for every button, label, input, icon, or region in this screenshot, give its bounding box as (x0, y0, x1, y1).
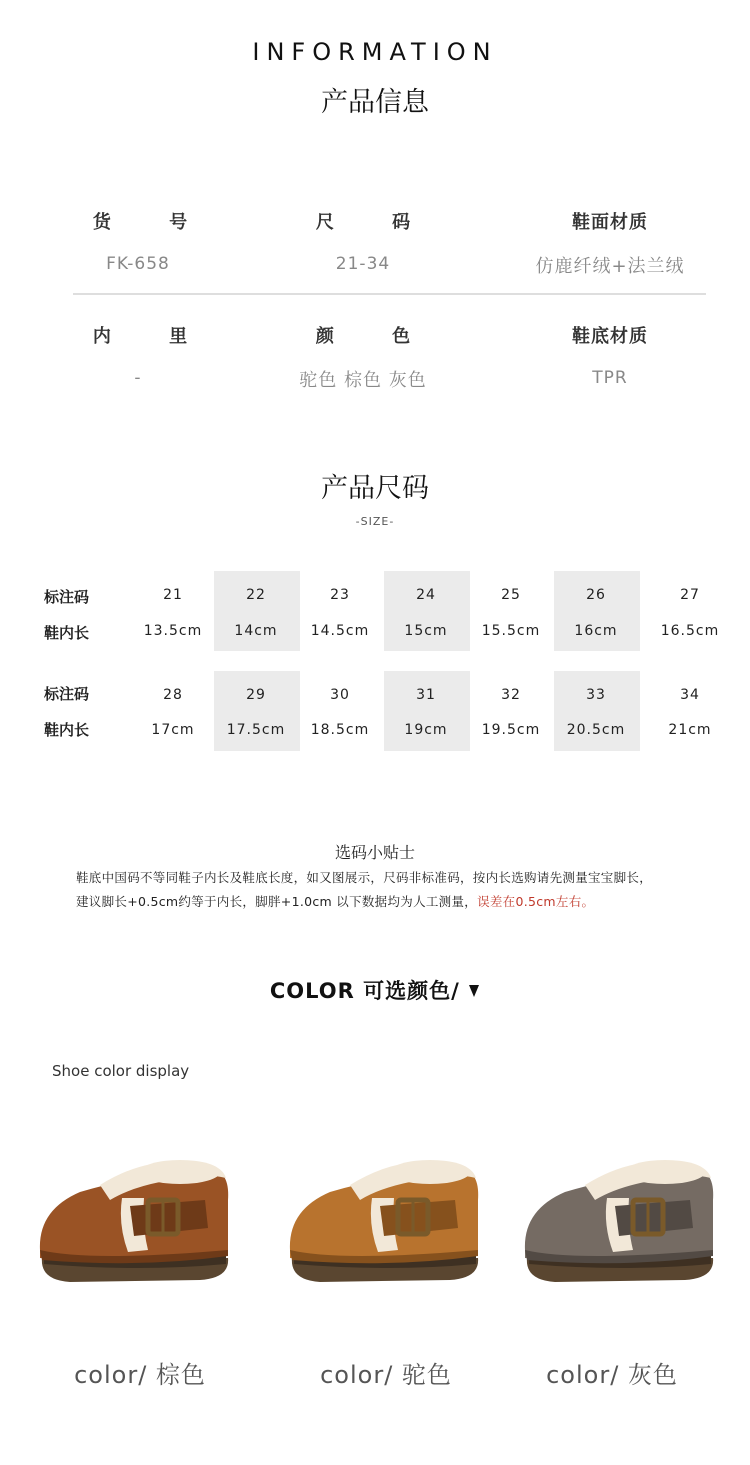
color-title (0, 975, 750, 1005)
tips-title: 选码小贴士 (334, 843, 415, 862)
information-title: INFORMATION (252, 38, 498, 66)
info-cell-sole (500, 322, 720, 348)
size-code-cell: 26 (586, 587, 606, 603)
size-subtitle: -SIZE- (355, 515, 395, 528)
tips-line-2 (76, 892, 594, 910)
info-value-lining (28, 368, 248, 388)
tips-line-2-error-note: 误差在0.5cm左右。 (477, 894, 595, 909)
size-code-cell: 27 (680, 587, 700, 603)
size-length-cell: 17.5cm (226, 722, 286, 738)
size-code-cell: 31 (416, 687, 436, 703)
size-length-cell: 14.5cm (310, 623, 370, 639)
size-length-cell: 18.5cm (310, 722, 370, 738)
size-length-cell: 14cm (234, 623, 278, 639)
size-code-cell: 28 (163, 687, 183, 703)
size-row-label-code: 标注码 (44, 685, 90, 703)
info-value: 仿鹿纤绒+法兰绒 (535, 256, 685, 277)
color-caption-camel: color/ 驼色 (320, 1361, 452, 1389)
size-code-cell: 34 (680, 687, 700, 703)
size-length-cell: 16.5cm (660, 623, 720, 639)
size-title: 产品尺码 (321, 473, 429, 504)
info-value: 21-34 (335, 254, 391, 274)
info-cell-color (253, 322, 473, 348)
info-value-color (253, 366, 473, 392)
shoe-image-brown (30, 1140, 250, 1290)
triangle-down-icon (468, 983, 480, 999)
size-shade (384, 671, 470, 751)
size-length-cell: 17cm (151, 722, 195, 738)
size-length-cell: 19.5cm (481, 722, 541, 738)
size-length-cell: 15cm (404, 623, 448, 639)
info-label: 货 号 (92, 212, 214, 233)
size-length-cell: 13.5cm (143, 623, 203, 639)
size-shade (554, 671, 640, 751)
info-value-sole (500, 368, 720, 388)
info-label: 鞋面材质 (572, 212, 648, 233)
info-label: 尺 码 (315, 212, 437, 233)
info-value: 驼色 棕色 灰色 (299, 370, 427, 391)
size-code-cell: 30 (330, 687, 350, 703)
info-value-upper (500, 252, 720, 278)
info-label: 颜 色 (315, 326, 437, 347)
size-length-cell: 16cm (574, 623, 618, 639)
info-divider (73, 293, 706, 295)
info-value: - (134, 368, 142, 388)
size-code-cell: 32 (501, 687, 521, 703)
size-row-label-length: 鞋内长 (44, 624, 90, 642)
size-row-label-code: 标注码 (44, 588, 90, 606)
size-shade (554, 571, 640, 651)
info-value: TPR (592, 368, 628, 388)
shoe-image-gray (515, 1140, 735, 1290)
info-cell-item-no (30, 208, 250, 234)
shoe-image-camel (280, 1140, 500, 1290)
color-caption-brown: color/ 棕色 (74, 1361, 206, 1389)
size-length-cell: 21cm (668, 722, 712, 738)
size-code-cell: 29 (246, 687, 266, 703)
info-cell-upper (500, 208, 720, 234)
size-length-cell: 19cm (404, 722, 448, 738)
info-value: FK-658 (106, 254, 170, 274)
size-shade (214, 571, 300, 651)
size-shade (384, 571, 470, 651)
size-code-cell: 21 (163, 587, 183, 603)
info-label: 鞋底材质 (572, 326, 648, 347)
size-code-cell: 22 (246, 587, 266, 603)
info-cell-lining (30, 322, 250, 348)
size-shade (214, 671, 300, 751)
tips-line-2-main: 建议脚长+0.5cm约等于内长，脚胖+1.0cm 以下数据均为人工测量， (76, 894, 478, 909)
shoe-color-display-label: Shoe color display (52, 1062, 190, 1080)
size-code-cell: 24 (416, 587, 436, 603)
size-code-cell: 33 (586, 687, 606, 703)
color-caption-gray: color/ 灰色 (546, 1361, 678, 1389)
size-code-cell: 23 (330, 587, 350, 603)
size-code-cell: 25 (501, 587, 521, 603)
size-row-label-length: 鞋内长 (44, 721, 90, 739)
size-length-cell: 15.5cm (481, 623, 541, 639)
info-value-size (253, 254, 473, 274)
information-subtitle: 产品信息 (321, 87, 429, 118)
size-length-cell: 20.5cm (566, 722, 626, 738)
color-title-text: COLOR 可选颜色/ (269, 979, 460, 1003)
info-cell-size (253, 208, 473, 234)
info-value-item-no (28, 254, 248, 274)
info-label: 内 里 (92, 326, 214, 347)
tips-line-1: 鞋底中国码不等同鞋子内长及鞋底长度，如又图展示，尺码非标准码，按内长选购请先测量宝宝脚长， (76, 870, 653, 885)
